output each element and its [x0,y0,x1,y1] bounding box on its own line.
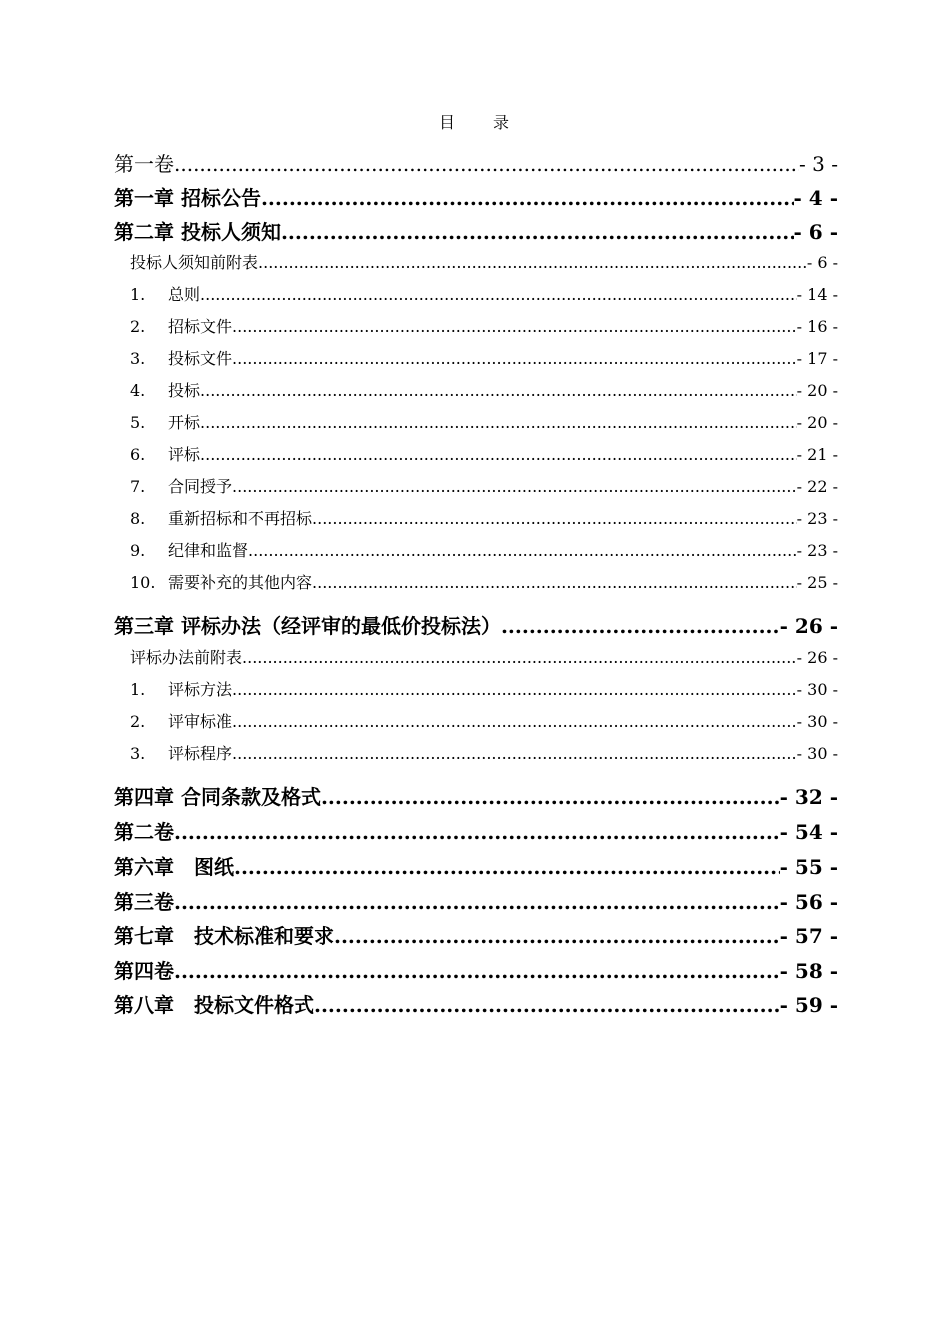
toc-entry-label: 合同授予 [168,477,233,496]
toc-entry-page-number: - 56 - [779,890,838,914]
toc-entry-label: 第四章 合同条款及格式 [114,785,321,809]
toc-leader-dots [321,785,780,809]
toc-entry[interactable] [130,538,838,561]
toc-entry-page-number: - 26 - [779,614,838,638]
toc-entry-page-number: - 32 - [779,785,838,809]
toc-entry[interactable] [114,148,838,177]
toc-entry[interactable] [130,506,838,529]
toc-entry-label: 评标程序 [168,744,233,763]
toc-entry-number: 10. [130,573,156,592]
toc-leader-dots [312,509,797,528]
toc-leader-dots [174,959,780,983]
toc-entry[interactable] [114,851,838,880]
toc-entry[interactable] [114,816,838,845]
toc-entry-label: 投标文件 [168,349,233,368]
toc-leader-dots [314,993,780,1017]
toc-entry[interactable] [130,378,838,401]
toc-entry-page-number: - 14 - [796,285,838,304]
toc-entry[interactable] [114,216,838,245]
toc-entry-label: 招标文件 [168,317,233,336]
toc-entry-number: 6. [130,445,146,464]
toc-entry-label: 第一卷 [114,152,174,176]
toc-entry[interactable] [114,955,838,984]
toc-entry[interactable] [114,886,838,915]
toc-entry[interactable] [114,781,838,810]
toc-entry-label: 需要补充的其他内容 [168,573,313,592]
toc-entry-page-number: - 59 - [779,993,838,1017]
toc-entry-number: 1. [130,285,146,304]
toc-entry-label: 开标 [168,413,201,432]
toc-entry-number: 3. [130,744,146,763]
toc-entry-page-number: - 55 - [779,855,838,879]
toc-leader-dots [334,924,780,948]
toc-entry-page-number: - 58 - [779,959,838,983]
toc-leader-dots [174,152,799,176]
toc-entry[interactable] [130,314,838,337]
toc-entry-label: 第七章 技术标准和要求 [114,924,334,948]
toc-entry[interactable] [130,645,838,668]
toc-leader-dots [232,680,797,699]
toc-entry-page-number: - 30 - [796,680,838,699]
toc-entry-page-number: - 20 - [796,413,838,432]
toc-entry[interactable] [130,677,838,700]
toc-entry-label: 第二卷 [114,820,174,844]
toc-entry[interactable] [130,282,838,305]
toc-entry-number: 1. [130,680,146,699]
toc-entry-page-number: - 17 - [796,349,838,368]
toc-entry-page-number: - 6 - [806,253,838,272]
toc-leader-dots [281,220,794,244]
toc-entry-label: 投标 [168,381,201,400]
page-title: 目 录 [438,113,511,132]
toc-entry-number: 4. [130,381,146,400]
toc-entry-label: 重新招标和不再招标 [168,509,313,528]
toc-entry-label: 第一章 招标公告 [114,186,261,210]
toc-entry-page-number: - 16 - [796,317,838,336]
toc-leader-dots [232,712,797,731]
toc-entry-page-number: - 30 - [796,712,838,731]
toc-entry[interactable] [130,709,838,732]
toc-entry-page-number: - 26 - [796,648,838,667]
toc-entry-label: 评标办法前附表 [130,648,243,667]
toc-leader-dots [258,253,807,272]
toc-entry-label: 投标人须知前附表 [130,253,259,272]
toc-leader-dots [232,317,797,336]
toc-leader-dots [200,413,797,432]
toc-entry-page-number: - 54 - [779,820,838,844]
toc-entry-page-number: - 23 - [796,541,838,560]
toc-entry-page-number: - 23 - [796,509,838,528]
toc-entry-label: 纪律和监督 [168,541,249,560]
toc-entry-number: 7. [130,477,146,496]
toc-leader-dots [200,445,797,464]
toc-entry-page-number: - 22 - [796,477,838,496]
toc-entry-number: 2. [130,712,146,731]
toc-leader-dots [234,855,780,879]
toc-leader-dots [261,186,794,210]
toc-entry-label: 第三章 评标办法（经评审的最低价投标法） [114,614,501,638]
toc-entry-number: 5. [130,413,146,432]
toc-entry-page-number: - 57 - [779,924,838,948]
toc-entry[interactable] [114,610,838,639]
toc-entry[interactable] [130,346,838,369]
toc-entry-page-number: - 25 - [796,573,838,592]
toc-leader-dots [312,573,797,592]
toc-entry-page-number: - 30 - [796,744,838,763]
toc-entry-page-number: - 3 - [799,152,838,176]
toc-leader-dots [248,541,797,560]
toc-entry-page-number: - 21 - [796,445,838,464]
toc-entry[interactable] [130,410,838,433]
toc-entry-label: 总则 [168,285,201,304]
toc-entry[interactable] [114,989,838,1018]
toc-entry[interactable] [130,442,838,465]
toc-leader-dots [174,890,780,914]
toc-entry-number: 9. [130,541,146,560]
toc-entry-page-number: - 20 - [796,381,838,400]
toc-entry[interactable] [114,182,838,211]
toc-entry[interactable] [130,250,838,273]
toc-entry[interactable] [114,920,838,949]
toc-entry-label: 第三卷 [114,890,174,914]
toc-entry-label: 第二章 投标人须知 [114,220,281,244]
toc-leader-dots [232,477,797,496]
toc-entry[interactable] [130,741,838,764]
toc-entry-number: 3. [130,349,146,368]
toc-entry-label: 第八章 投标文件格式 [114,993,314,1017]
toc-entry-label: 第六章 图纸 [114,855,234,879]
toc-entry-label: 评审标准 [168,712,233,731]
toc-entry-page-number: - 4 - [793,186,838,210]
toc-entry-page-number: - 6 - [793,220,838,244]
toc-leader-dots [232,349,797,368]
toc-leader-dots [174,820,780,844]
toc-leader-dots [200,381,797,400]
toc-entry-number: 2. [130,317,146,336]
toc-leader-dots [242,648,797,667]
toc-entry-number: 8. [130,509,146,528]
toc-leader-dots [232,744,797,763]
toc-entry[interactable] [130,474,838,497]
toc-entry-label: 评标 [168,445,201,464]
toc-leader-dots [200,285,797,304]
toc-leader-dots [501,614,780,638]
toc-entry-label: 评标方法 [168,680,233,699]
toc-entry-label: 第四卷 [114,959,174,983]
toc-entry[interactable] [130,570,838,593]
